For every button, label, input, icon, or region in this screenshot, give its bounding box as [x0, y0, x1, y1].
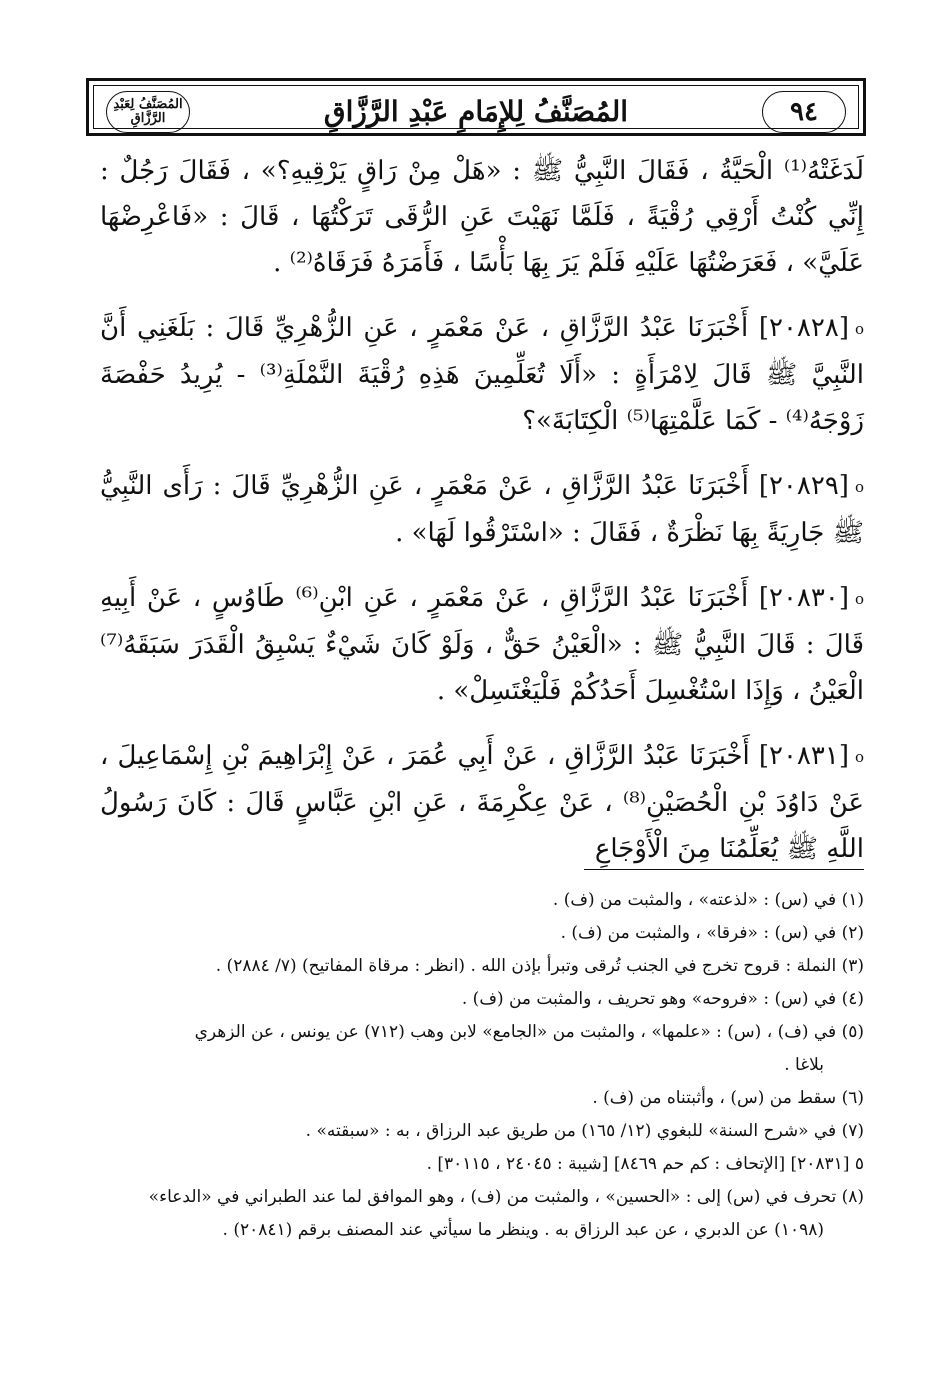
hadith-20831: o[٢٠٨٣١] أَخْبَرَنَا عَبْدُ الرَّزَّاقِ ، عَنْ أَبِي عُمَرَ ، عَنْ إِبْرَاهِيمَ بْنِ إِسْمَاعِيلَ ، عَنْ دَاوُدَ بْنِ الْحُصَيْنِ⁽⁸⁾ ، عَنْ عِكْرِمَةَ ، عَنِ ابْنِ عَبَّاسٍ قَالَ : كَانَ رَسُولُ اللَّهِ ﷺ يُعَلِّمُنَا مِنَ الْأَوْجَاعِ	[100, 741, 864, 864]
hadith-number: ٢٠٨٢٩	[768, 471, 839, 501]
footnote-2: (٢) في (س) : «فرقا» ، والمثبت من (ف) .	[560, 923, 864, 943]
book-title: المُصَنَّفُ لِلإِمَامِ عَبْدِ الرَّزَّاقِ	[323, 95, 629, 128]
hadith-marker-icon: o	[854, 590, 865, 608]
running-header	[86, 78, 866, 136]
book-logo	[106, 91, 190, 133]
footnote-8-continued: (١٠٩٨) عن الدبري ، عن عبد الرزاق به . وينظر ما سيأتي عند المصنف برقم (٢٠٨٤١) .	[222, 1220, 824, 1240]
hadith-text: أَخْبَرَنَا عَبْدُ الرَّزَّاقِ ، عَنْ مَعْمَرٍ ، عَنِ ابْنِ⁽⁶⁾ طَاوُسٍ ، عَنْ أَبِيهِ قَالَ : قَالَ النَّبِيُّ ﷺ : «الْعَيْنُ حَقٌّ ، وَلَوْ كَانَ شَيْءٌ يَسْبِقُ الْقَدَرَ سَبَقَهُ⁽⁷⁾ الْعَيْنُ ، وَإِذَا اسْتُغْسِلَ أَحَدُكُمْ فَلْيَغْتَسِلْ» .	[100, 583, 864, 706]
footnote-5-continued: بلاغا .	[784, 1055, 824, 1075]
page-number: ٩٤	[790, 97, 818, 127]
footnote-3: (٣) النملة : قروح تخرج في الجنب تُرقى وتبرأ بإذن الله . (انظر : مرقاة المفاتيح) (٧/ ٢٨٨٤) .	[215, 956, 864, 976]
hadith-number: ٢٠٨٣١	[768, 741, 839, 771]
footnote-4: (٤) في (س) : «فروحه» وهو تحريف ، والمثبت من (ف) .	[461, 989, 864, 1009]
hadith-marker-icon: o	[854, 748, 864, 766]
footnote-5: (٥) في (ف) ، (س) : «علمها» ، والمثبت من «الجامع» لابن وهب (٧١٢) عن يونس ، عن الزهري	[194, 1022, 864, 1042]
hadith-20828: o[٢٠٨٢٨] أَخْبَرَنَا عَبْدُ الرَّزَّاقِ ، عَنْ مَعْمَرٍ ، عَنِ الزُّهْرِيِّ قَالَ : بَلَغَنِي أَنَّ النَّبِيَّ ﷺ قَالَ لِامْرَأَةٍ : «أَلَا تُعَلِّمِينَ هَذِهِ رُقْيَةَ النَّمْلَةِ⁽³⁾ - يُرِيدُ حَفْصَةَ زَوْجَهُ⁽⁴⁾ - كَمَا عَلَّمْتِهَا⁽⁵⁾ الْكِتَابَةَ»؟	[100, 313, 864, 436]
hadith-number: ٢٠٨٣٠	[769, 583, 839, 613]
hadith-number: ٢٠٨٢٨	[768, 313, 839, 343]
hadith-20829: o[٢٠٨٢٩] أَخْبَرَنَا عَبْدُ الرَّزَّاقِ ، عَنْ مَعْمَرٍ ، عَنِ الزُّهْرِيِّ قَالَ : رَأَى النَّبِيُّ ﷺ جَارِيَةً بِهَا نَظْرَةٌ ، فَقَالَ : «اسْتَرْقُوا لَهَا» .	[100, 471, 864, 548]
hadith-marker-icon: o	[854, 320, 864, 338]
paragraph-text: لَدَغَتْهُ⁽¹⁾ الْحَيَّةُ ، فَقَالَ النَّبِيُّ ﷺ : «هَلْ مِنْ رَاقٍ يَرْقِيهِ؟» ، فَقَالَ رَجُلٌ : إِنِّي كُنْتُ أَرْقِي رُقْيَةً ، فَلَمَّا نَهَيْتَ عَنِ الرُّقَى تَرَكْتُهَا ، قَالَ : «فَاعْرِضْهَا عَلَيَّ» ، فَعَرَضْتُهَا عَلَيْهِ فَلَمْ يَرَ بِهَا بَأْسًا ، فَأَمَرَهُ فَرَقَاهُ⁽²⁾ .	[100, 156, 864, 278]
footnote-1: (١) في (س) : «لذعته» ، والمثبت من (ف) .	[552, 890, 864, 910]
paragraph-continuation	[100, 148, 864, 286]
footnote-8: (٨) تحرف في (س) إلى : «الحسين» ، والمثبت من (ف) ، وهو الموافق لما عند الطبراني في «الدعاء»	[148, 1187, 864, 1207]
footnotes	[94, 884, 864, 1247]
hadith-20830: o[٢٠٨٣٠] أَخْبَرَنَا عَبْدُ الرَّزَّاقِ ، عَنْ مَعْمَرٍ ، عَنِ ابْنِ⁽⁶⁾ طَاوُسٍ ، عَنْ أَبِيهِ قَالَ : قَالَ النَّبِيُّ ﷺ : «الْعَيْنُ حَقٌّ ، وَلَوْ كَانَ شَيْءٌ يَسْبِقُ الْقَدَرَ سَبَقَهُ⁽⁷⁾ الْعَيْنُ ، وَإِذَا اسْتُغْسِلَ أَحَدُكُمْ فَلْيَغْتَسِلْ» .	[100, 583, 865, 706]
footnote-7: (٧) في «شرح السنة» للبغوي (١٢/ ١٦٥) من طريق عبد الرزاق ، به : «سبقته» .	[305, 1121, 864, 1141]
logo-text: المُصَنَّفُ لِعَبْدِ الرَّزَّاقِ	[113, 97, 183, 126]
hadith-text: أَخْبَرَنَا عَبْدُ الرَّزَّاقِ ، عَنْ مَعْمَرٍ ، عَنِ الزُّهْرِيِّ قَالَ : بَلَغَنِي أَنَّ النَّبِيَّ ﷺ قَالَ لِامْرَأَةٍ : «أَلَا تُعَلِّمِينَ هَذِهِ رُقْيَةَ النَّمْلَةِ⁽³⁾ - يُرِيدُ حَفْصَةَ زَوْجَهُ⁽⁴⁾ - كَمَا عَلَّمْتِهَا⁽⁵⁾ الْكِتَابَةَ»؟	[100, 313, 864, 436]
hadith-marker-icon: o	[854, 478, 864, 496]
main-text	[100, 148, 864, 891]
footnote-divider	[584, 869, 864, 870]
hadith-reference-note: ٥ [٢٠٨٣١] [الإتحاف : كم حم ٨٤٦٩] [شيبة : ٢٤٠٤٥ ، ٣٠١١٥] .	[426, 1154, 864, 1174]
hadith-text: أَخْبَرَنَا عَبْدُ الرَّزَّاقِ ، عَنْ مَعْمَرٍ ، عَنِ الزُّهْرِيِّ قَالَ : رَأَى النَّبِيُّ ﷺ جَارِيَةً بِهَا نَظْرَةٌ ، فَقَالَ : «اسْتَرْقُوا لَهَا» .	[100, 471, 864, 548]
header-frame	[93, 85, 859, 129]
hadith-text: أَخْبَرَنَا عَبْدُ الرَّزَّاقِ ، عَنْ أَبِي عُمَرَ ، عَنْ إِبْرَاهِيمَ بْنِ إِسْمَاعِيلَ ، عَنْ دَاوُدَ بْنِ الْحُصَيْنِ⁽⁸⁾ ، عَنْ عِكْرِمَةَ ، عَنِ ابْنِ عَبَّاسٍ قَالَ : كَانَ رَسُولُ اللَّهِ ﷺ يُعَلِّمُنَا مِنَ الْأَوْجَاعِ	[100, 741, 864, 864]
footnote-6: (٦) سقط من (س) ، وأثبتناه من (ف) .	[592, 1088, 864, 1108]
